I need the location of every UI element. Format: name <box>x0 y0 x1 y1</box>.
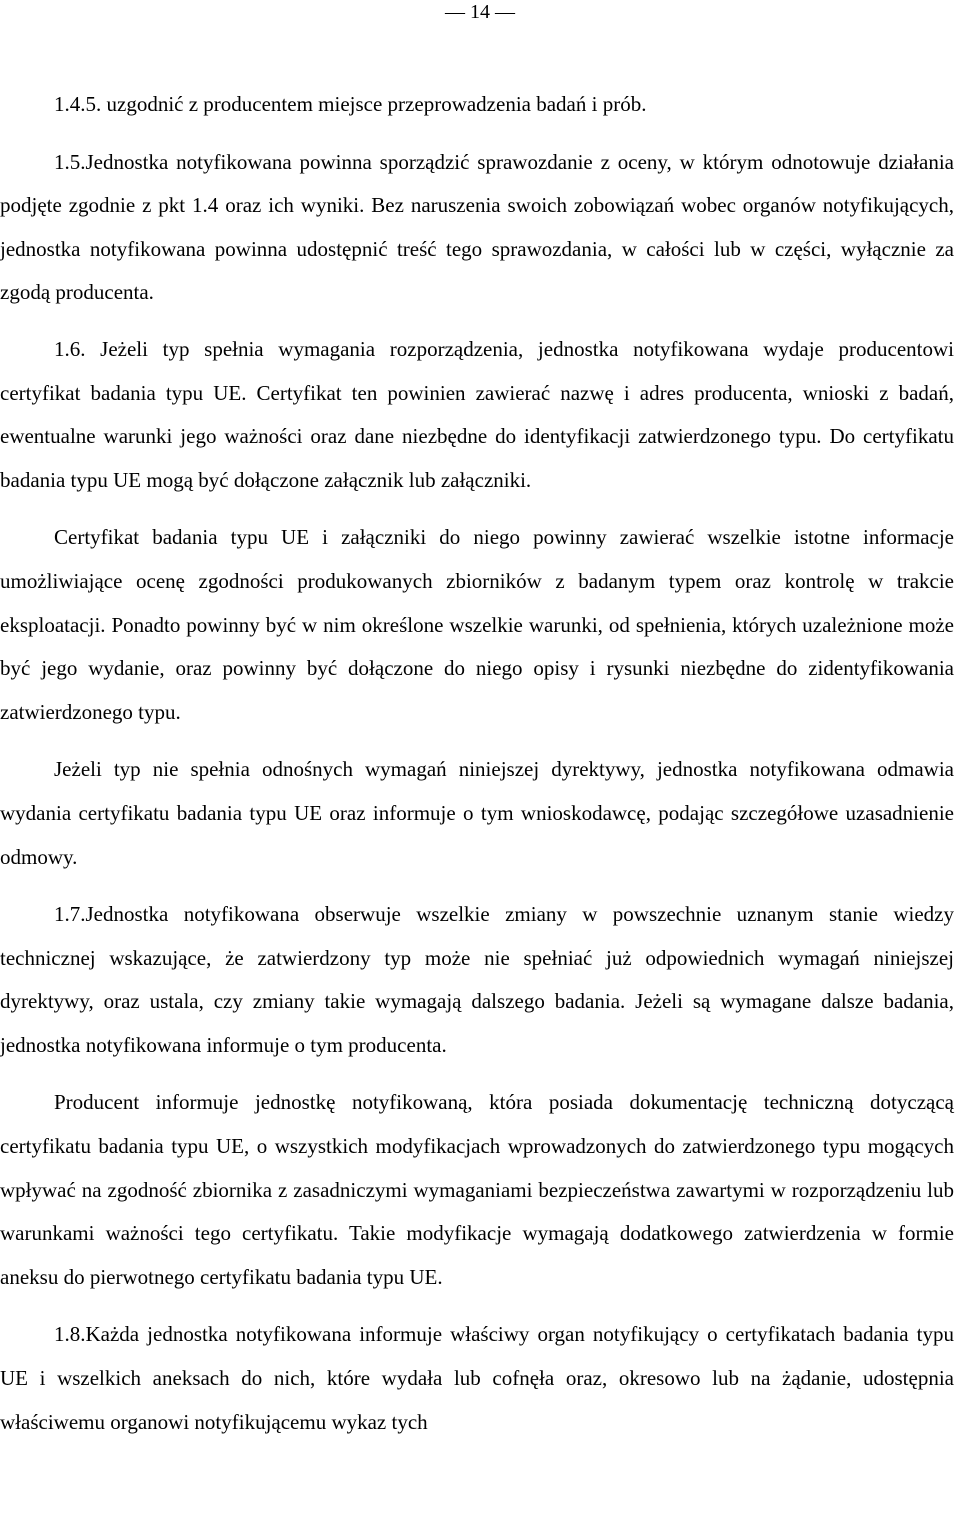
paragraph-1-8: 1.8.Każda jednostka notyfikowana informuje właściwy organ notyfikujący o certyfikatach badania typu UE i wszelkich aneksach do nich, które wydała lub cofnęła oraz, okresowo lub na żądanie, udostępnia właściwemu organowi notyfikującemu wykaz tych <box>0 1322 954 1434</box>
paragraph-1-5: 1.5.Jednostka notyfikowana powinna sporządzić sprawozdanie z oceny, w którym odnotowuje działania podjęte zgodnie z pkt 1.4 oraz ich wyniki. Bez naruszenia swoich zobowiązań wobec organów notyfikujących, jednostka notyfikowana powinna udostępnić treść tego sprawozdania, w całości lub w części, wyłącznie za zgodą producenta. <box>0 149 954 305</box>
paragraph-1-7: 1.7.Jednostka notyfikowana obserwuje wszelkie zmiany w powszechnie uznanym stanie wiedzy technicznej wskazujące, że zatwierdzony typ może nie spełniać już odpowiednich wymagań niniejszej dyrektywy, oraz ustala, czy zmiany takie wymagają dalszego badania. Jeżeli są wymagane dalsze badania, jednostka notyfikowana informuje o tym producenta. <box>0 902 954 1057</box>
paragraph-refusal: Jeżeli typ nie spełnia odnośnych wymagań niniejszej dyrektywy, jednostka notyfikowana odmawia wydania certyfikatu badania typu UE oraz informuje o tym wnioskodawcę, podając szczegółowe uzasadnienie odmowy. <box>0 757 954 869</box>
page-number: — 14 — <box>445 1 515 23</box>
paragraph-producer-informs: Producent informuje jednostkę notyfikowaną, która posiada dokumentację techniczną dotyczącą certyfikatu badania typu UE, o wszystkich modyfikacjach wprowadzonych do zatwierdzonego typu mogących wpływać na zgodność zbiornika z zasadniczymi wymaganiami bezpieczeństwa zawartymi w rozporządzeniu lub warunkami ważności tego certyfikatu. Takie modyfikacje wymagają dodatkowego zatwierdzenia w formie aneksu do pierwotnego certyfikatu badania typu UE. <box>0 1090 954 1289</box>
paragraph-1-4-5: 1.4.5. uzgodnić z producentem miejsce przeprowadzenia badań i prób. <box>54 92 647 116</box>
document-body <box>0 83 954 1444</box>
paragraph-certificate-contents: Certyfikat badania typu UE i załączniki do niego powinny zawierać wszelkie istotne informacje umożliwiające ocenę zgodności produkowanych zbiorników z badanym typem oraz kontrolę w trakcie eksploatacji. Ponadto powinny być w nim określone wszelkie warunki, od spełnienia, których uzależnione może być jego wydanie, oraz powinny być dołączone do niego opisy i rysunki niezbędne do zidentyfikowania zatwierdzonego typu. <box>0 525 954 724</box>
paragraph-1-6: 1.6. Jeżeli typ spełnia wymagania rozporządzenia, jednostka notyfikowana wydaje producentowi certyfikat badania typu UE. Certyfikat ten powinien zawierać nazwę i adres producenta, wnioski z badań, ewentualne warunki jego ważności oraz dane niezbędne do identyfikacji zatwierdzonego typu. Do certyfikatu badania typu UE mogą być dołączone załącznik lub załączniki. <box>0 336 954 492</box>
